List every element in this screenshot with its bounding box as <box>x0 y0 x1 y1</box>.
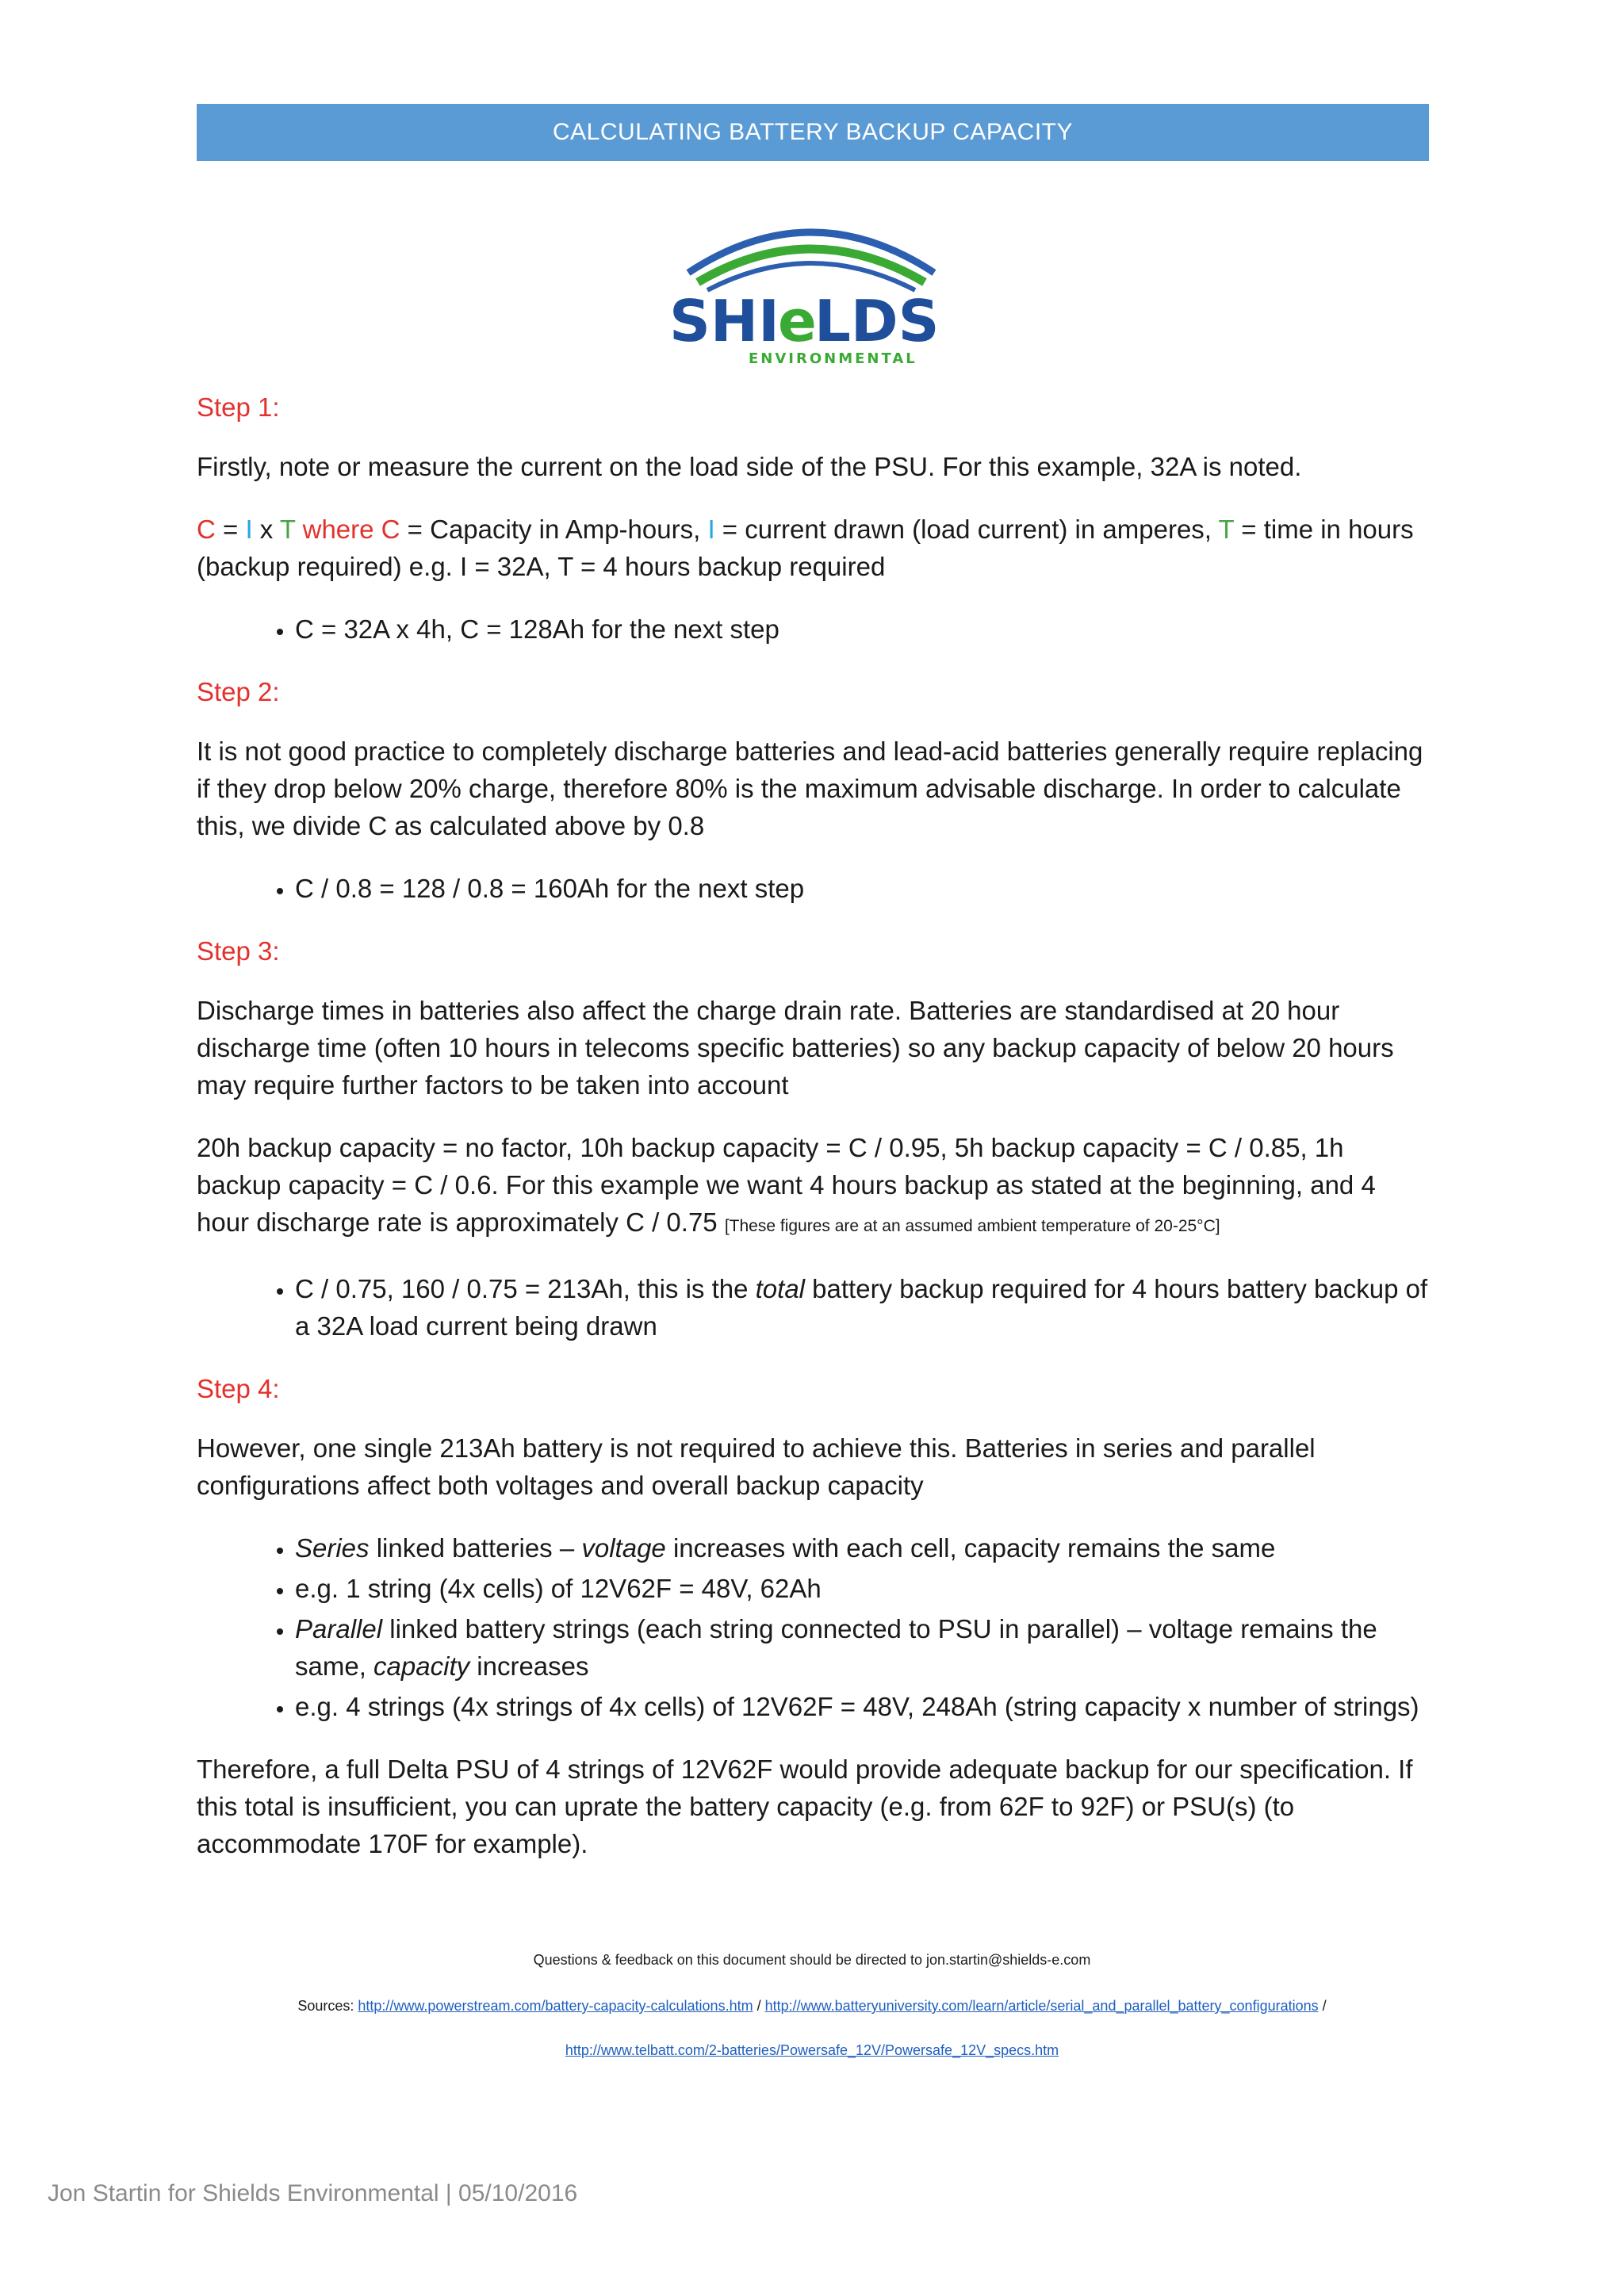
step1-heading: Step 1: <box>197 392 280 422</box>
step2-bullets <box>197 870 1434 907</box>
temperature-note: [These figures are at an assumed ambient temperature of 20-25°C] <box>724 1217 1220 1235</box>
source-link-powerstream[interactable]: http://www.powerstream.com/battery-capacity-calculations.htm <box>358 1998 753 2014</box>
document-body <box>197 388 1434 1888</box>
step3-paragraph-2: 20h backup capacity = no factor, 10h backup capacity = C / 0.95, 5h backup capacity = C / 0.85, 1h backup capacity = C / 0.6. For this example we want 4 hours backup as stated at the beginning, and 4 hour discharge rate is approximately C / 0.75 [These figures are at an assumed ambient temperature of 20-25°C] <box>197 1133 1376 1237</box>
document-title: CALCULATING BATTERY BACKUP CAPACITY <box>553 119 1073 145</box>
step1-formula: C = I x T where C = Capacity in Amp-hours, I = current drawn (load current) in amperes, T = time in hours (backup required) e.g. I = 32A, T = 4 hours backup required <box>197 515 1414 581</box>
step4-paragraph-1: However, one single 213Ah battery is not required to achieve this. Batteries in series and parallel configurations affect both voltages and overall backup capacity <box>197 1433 1316 1500</box>
svg-text:e: e <box>778 288 817 354</box>
list-item: • e.g. 1 string (4x cells) of 12V62F = 48V, 62Ah <box>295 1570 1434 1607</box>
sources-label: Sources: <box>297 1998 358 2014</box>
source-link-telbatt[interactable]: http://www.telbatt.com/2-batteries/Powersafe_12V/Powersafe_12V_specs.htm <box>565 2042 1059 2058</box>
step1-bullets <box>197 610 1434 648</box>
step4-heading: Step 4: <box>197 1374 280 1403</box>
step4-bullets <box>197 1529 1434 1725</box>
document-title-bar <box>197 104 1429 161</box>
svg-text:SHI: SHI <box>669 288 779 354</box>
feedback-note: Questions & feedback on this document should be directed to jon.startin@shields-e.com <box>533 1952 1091 1968</box>
list-item: • C = 32A x 4h, C = 128Ah for the next step <box>295 610 1434 648</box>
svg-text:LDS: LDS <box>814 288 940 354</box>
sources-line: Sources: http://www.powerstream.com/battery-capacity-calculations.htm / http://www.batteryuniversity.com/learn/article/serial_and_parallel_battery_configurations / <box>297 1998 1327 2014</box>
step3-paragraph-1: Discharge times in batteries also affect the charge drain rate. Batteries are standardised at 20 hour discharge time (often 10 hours in telecoms specific batteries) so any backup capacity of below 20 hours may require further factors to be taken into account <box>197 996 1394 1100</box>
step4-paragraph-2: Therefore, a full Delta PSU of 4 strings of 12V62F would provide adequate backup for our specification. If this total is insufficient, you can uprate the battery capacity (e.g. from 62F to 92F) or PSU(s) (to accommodate 170F for example). <box>197 1755 1413 1858</box>
list-item: • Parallel linked battery strings (each string connected to PSU in parallel) – voltage remains the same, capacity increases <box>295 1610 1434 1685</box>
shields-logo <box>657 208 966 366</box>
step3-heading: Step 3: <box>197 936 280 966</box>
list-item: • C / 0.8 = 128 / 0.8 = 160Ah for the next step <box>295 870 1434 907</box>
source-link-batteryuniversity[interactable]: http://www.batteryuniversity.com/learn/article/serial_and_parallel_battery_configurations <box>764 1998 1319 2014</box>
page-footer: Jon Startin for Shields Environmental | 05/10/2016 <box>48 2180 578 2206</box>
step2-paragraph: It is not good practice to completely discharge batteries and lead-acid batteries generally require replacing if they drop below 20% charge, therefore 80% is the maximum advisable discharge. In order to calculate this, we divide C as calculated above by 0.8 <box>197 737 1423 840</box>
step3-bullets <box>197 1270 1434 1345</box>
step2-heading: Step 2: <box>197 677 280 706</box>
svg-text:ENVIRONMENTAL: ENVIRONMENTAL <box>749 350 917 366</box>
list-item: • C / 0.75, 160 / 0.75 = 213Ah, this is the total battery backup required for 4 hours battery backup of a 32A load current being drawn <box>295 1270 1434 1345</box>
sources-line-2 <box>0 2042 1624 2059</box>
list-item: • e.g. 4 strings (4x strings of 4x cells) of 12V62F = 48V, 248Ah (string capacity x number of strings) <box>295 1688 1434 1725</box>
step1-paragraph: Firstly, note or measure the current on the load side of the PSU. For this example, 32A is noted. <box>197 452 1302 481</box>
list-item: • Series linked batteries – voltage increases with each cell, capacity remains the same <box>295 1529 1434 1567</box>
shields-logo-graphic <box>657 208 966 366</box>
